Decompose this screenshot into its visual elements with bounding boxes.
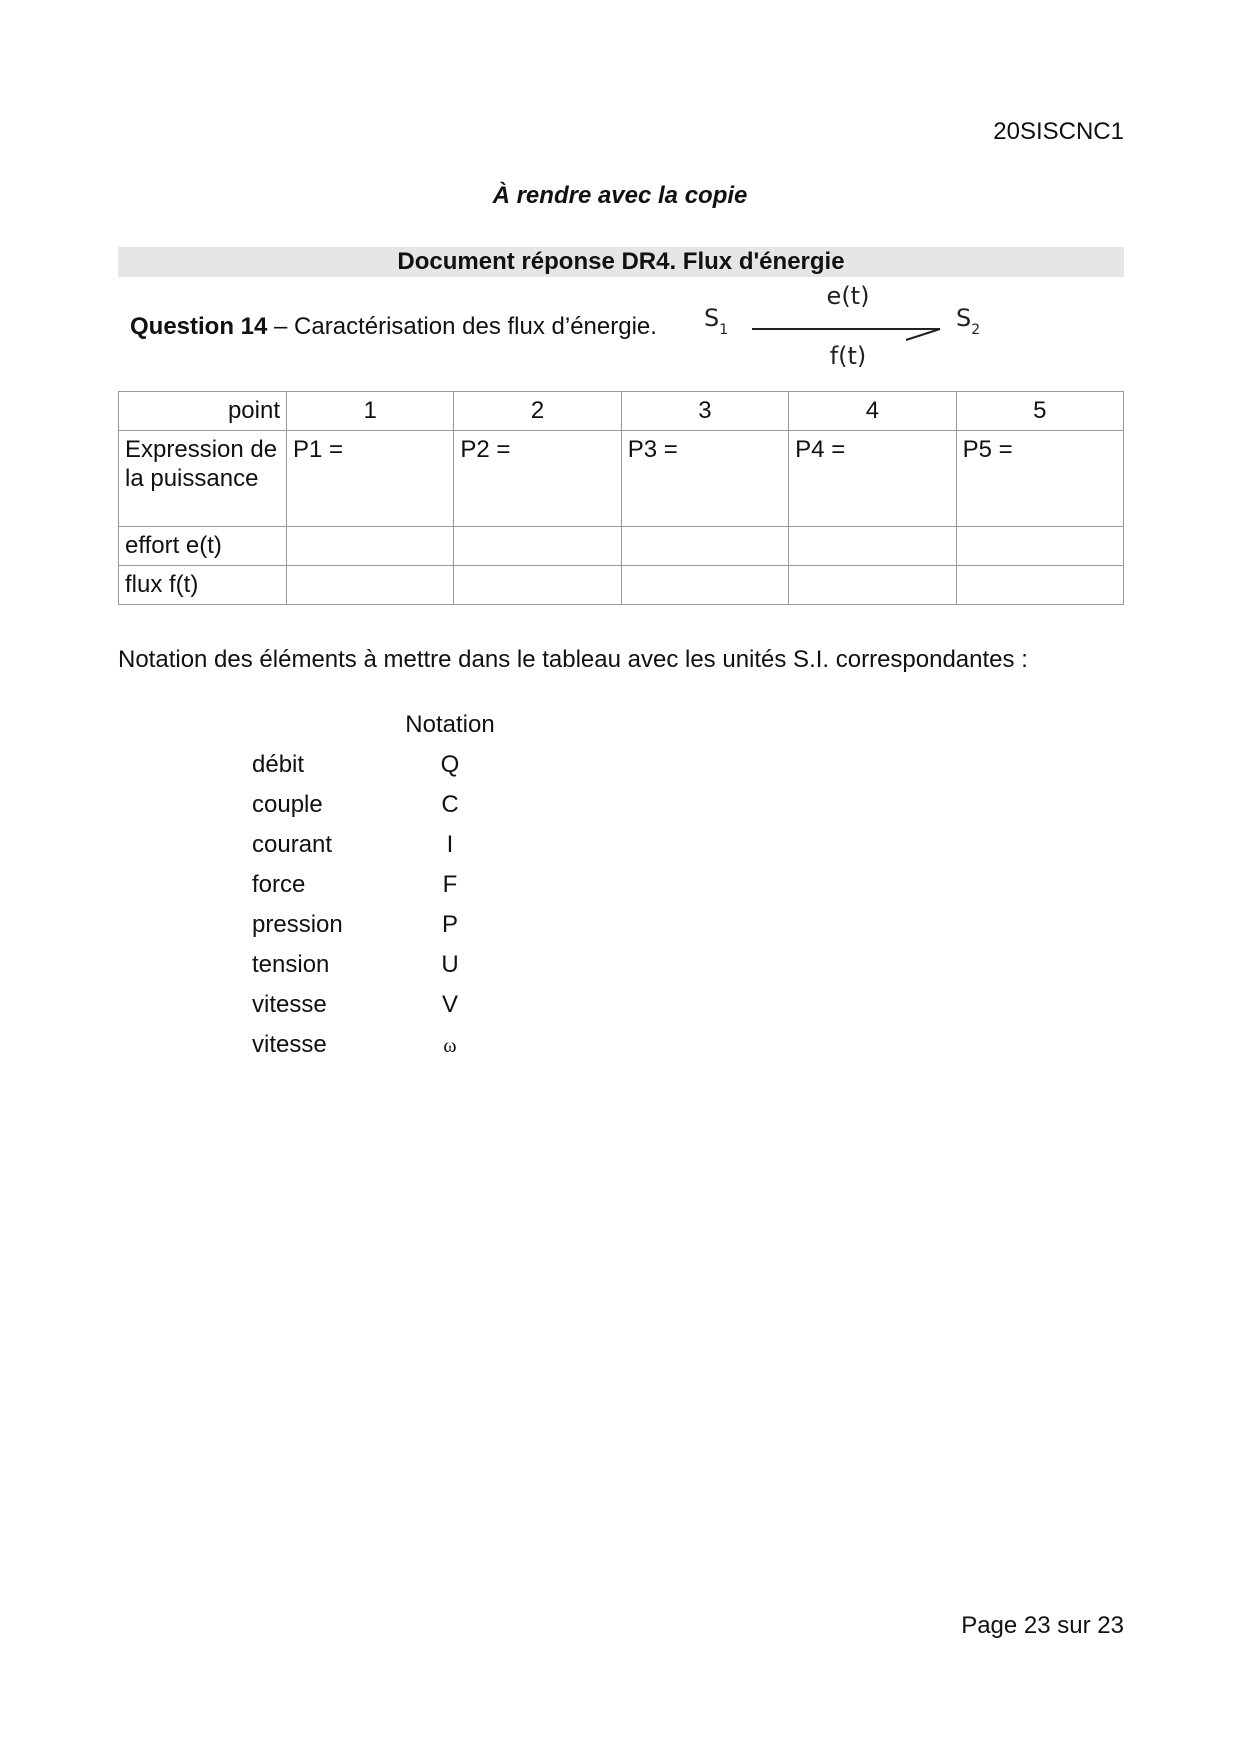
point-header-cell: 5 (956, 392, 1123, 431)
power-expression-cell[interactable]: P5 = (956, 431, 1123, 527)
notation-item (252, 951, 552, 991)
quantity-symbol: V (441, 991, 458, 1018)
quantity-name: vitesse (252, 991, 327, 1018)
header-label-cell: point (119, 392, 287, 431)
notation-item (252, 911, 552, 951)
quantity-name: tension (252, 951, 330, 978)
page-number: Page 23 sur 23 (961, 1612, 1124, 1639)
quantity-symbol: F (442, 871, 458, 898)
point-header-cell: 4 (789, 392, 956, 431)
quantity-name: débit (252, 751, 305, 778)
notation-column-header: Notation (405, 711, 495, 738)
quantity-symbol: U (441, 951, 459, 978)
row-label-cell: flux f(t) (119, 566, 287, 605)
quantity-symbol: C (441, 791, 459, 818)
target-subscript: 2 (971, 322, 981, 338)
notation-item (252, 831, 552, 871)
power-flow-table (118, 391, 1124, 605)
quantity-name: force (252, 871, 306, 898)
flow-cell[interactable] (956, 566, 1123, 605)
notation-item (252, 791, 552, 831)
flow-label: f(t) (829, 342, 867, 370)
quantity-name: vitesse (252, 1031, 327, 1058)
effort-cell[interactable] (287, 527, 454, 566)
document-title-banner: Document réponse DR4. Flux d'énergie (118, 247, 1124, 277)
effort-label: e(t) (826, 282, 870, 310)
question-14 (130, 313, 657, 341)
energy-flow-diagram (700, 274, 1000, 374)
quantity-symbol: Q (440, 751, 460, 778)
effort-cell[interactable] (621, 527, 788, 566)
row-label-cell: Expression de la puissance (119, 431, 287, 527)
power-expression-cell[interactable]: P4 = (789, 431, 956, 527)
effort-cell[interactable] (789, 527, 956, 566)
power-expression-cell[interactable]: P2 = (454, 431, 621, 527)
point-header-cell: 1 (287, 392, 454, 431)
instruction-heading: À rendre avec la copie (492, 182, 748, 209)
question-label: Question 14 (130, 313, 268, 340)
quantity-symbol: ω (443, 1035, 457, 1057)
target-label: $S_2$ (956, 304, 981, 338)
half-arrow-barb (906, 329, 940, 340)
question-text: – Caractérisation des flux d’énergie. (267, 313, 657, 340)
quantity-symbol: I (446, 831, 454, 858)
power-expression-cell[interactable]: P3 = (621, 431, 788, 527)
notation-intro: Notation des éléments à mettre dans le tableau avec les unités S.I. correspondantes : (118, 646, 1028, 673)
source-subscript: 1 (719, 322, 729, 338)
flow-cell[interactable] (454, 566, 621, 605)
notation-item (252, 991, 552, 1031)
table-header-row (119, 392, 1124, 431)
flow-cell[interactable] (621, 566, 788, 605)
notation-item (252, 871, 552, 911)
table-row (119, 527, 1124, 566)
flow-cell[interactable] (287, 566, 454, 605)
quantity-name: couple (252, 791, 323, 818)
effort-cell[interactable] (956, 527, 1123, 566)
point-header-cell: 3 (621, 392, 788, 431)
quantity-name: pression (252, 911, 343, 938)
document-code: 20SISCNC1 (993, 118, 1124, 145)
flow-cell[interactable] (789, 566, 956, 605)
quantity-name: courant (252, 831, 333, 858)
notation-item (252, 1031, 552, 1071)
point-header-cell: 2 (454, 392, 621, 431)
table-row (119, 566, 1124, 605)
row-label-cell: effort e(t) (119, 527, 287, 566)
effort-cell[interactable] (454, 527, 621, 566)
source-label: $S_1$ (704, 304, 729, 338)
table-row (119, 431, 1124, 527)
notation-item (252, 751, 552, 791)
power-expression-cell[interactable]: P1 = (287, 431, 454, 527)
quantity-symbol: P (441, 911, 458, 938)
